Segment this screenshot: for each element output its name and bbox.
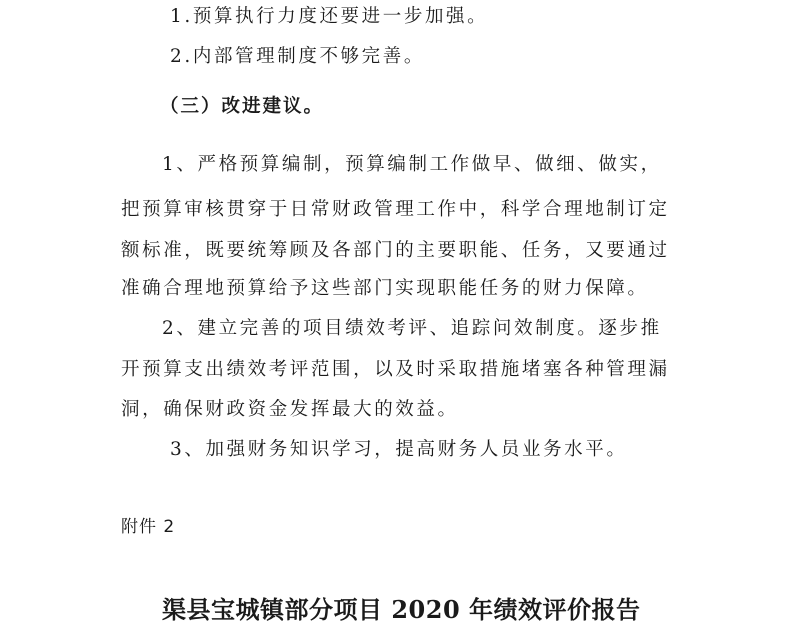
problem-item-2: 2.内部管理制度不够完善。 [170,46,425,67]
suggestion-2-line-3: 洞，确保财政资金发挥最大的效益。 [121,399,459,420]
suggestion-2-line-2: 开预算支出绩效考评范围，以及时采取措施堵塞各种管理漏 [121,359,670,380]
suggestion-1-line-2: 把预算审核贯穿于日常财政管理工作中，科学合理地制订定 [121,199,670,220]
problem-item-1: 1.预算执行力度还要进一步加强。 [170,6,489,27]
suggestion-1-line-3: 额标准，既要统筹顾及各部门的主要职能、任务，又要通过 [121,240,670,261]
attachment-label: 附件 2 [121,517,176,537]
suggestion-3-line-1: 3、加强财务知识学习，提高财务人员业务水平。 [170,439,628,460]
suggestion-2-line-1: 2、建立完善的项目绩效考评、追踪问效制度。逐步推 [162,318,662,339]
report-title: 渠县宝城镇部分项目 2020 年绩效评价报告 [162,595,641,624]
suggestion-1-line-4: 准确合理地预算给予这些部门实现职能任务的财力保障。 [121,278,649,299]
section-heading-improvement: （三）改进建议。 [160,96,325,117]
suggestion-1-line-1: 1、严格预算编制，预算编制工作做早、做细、做实， [162,154,662,175]
